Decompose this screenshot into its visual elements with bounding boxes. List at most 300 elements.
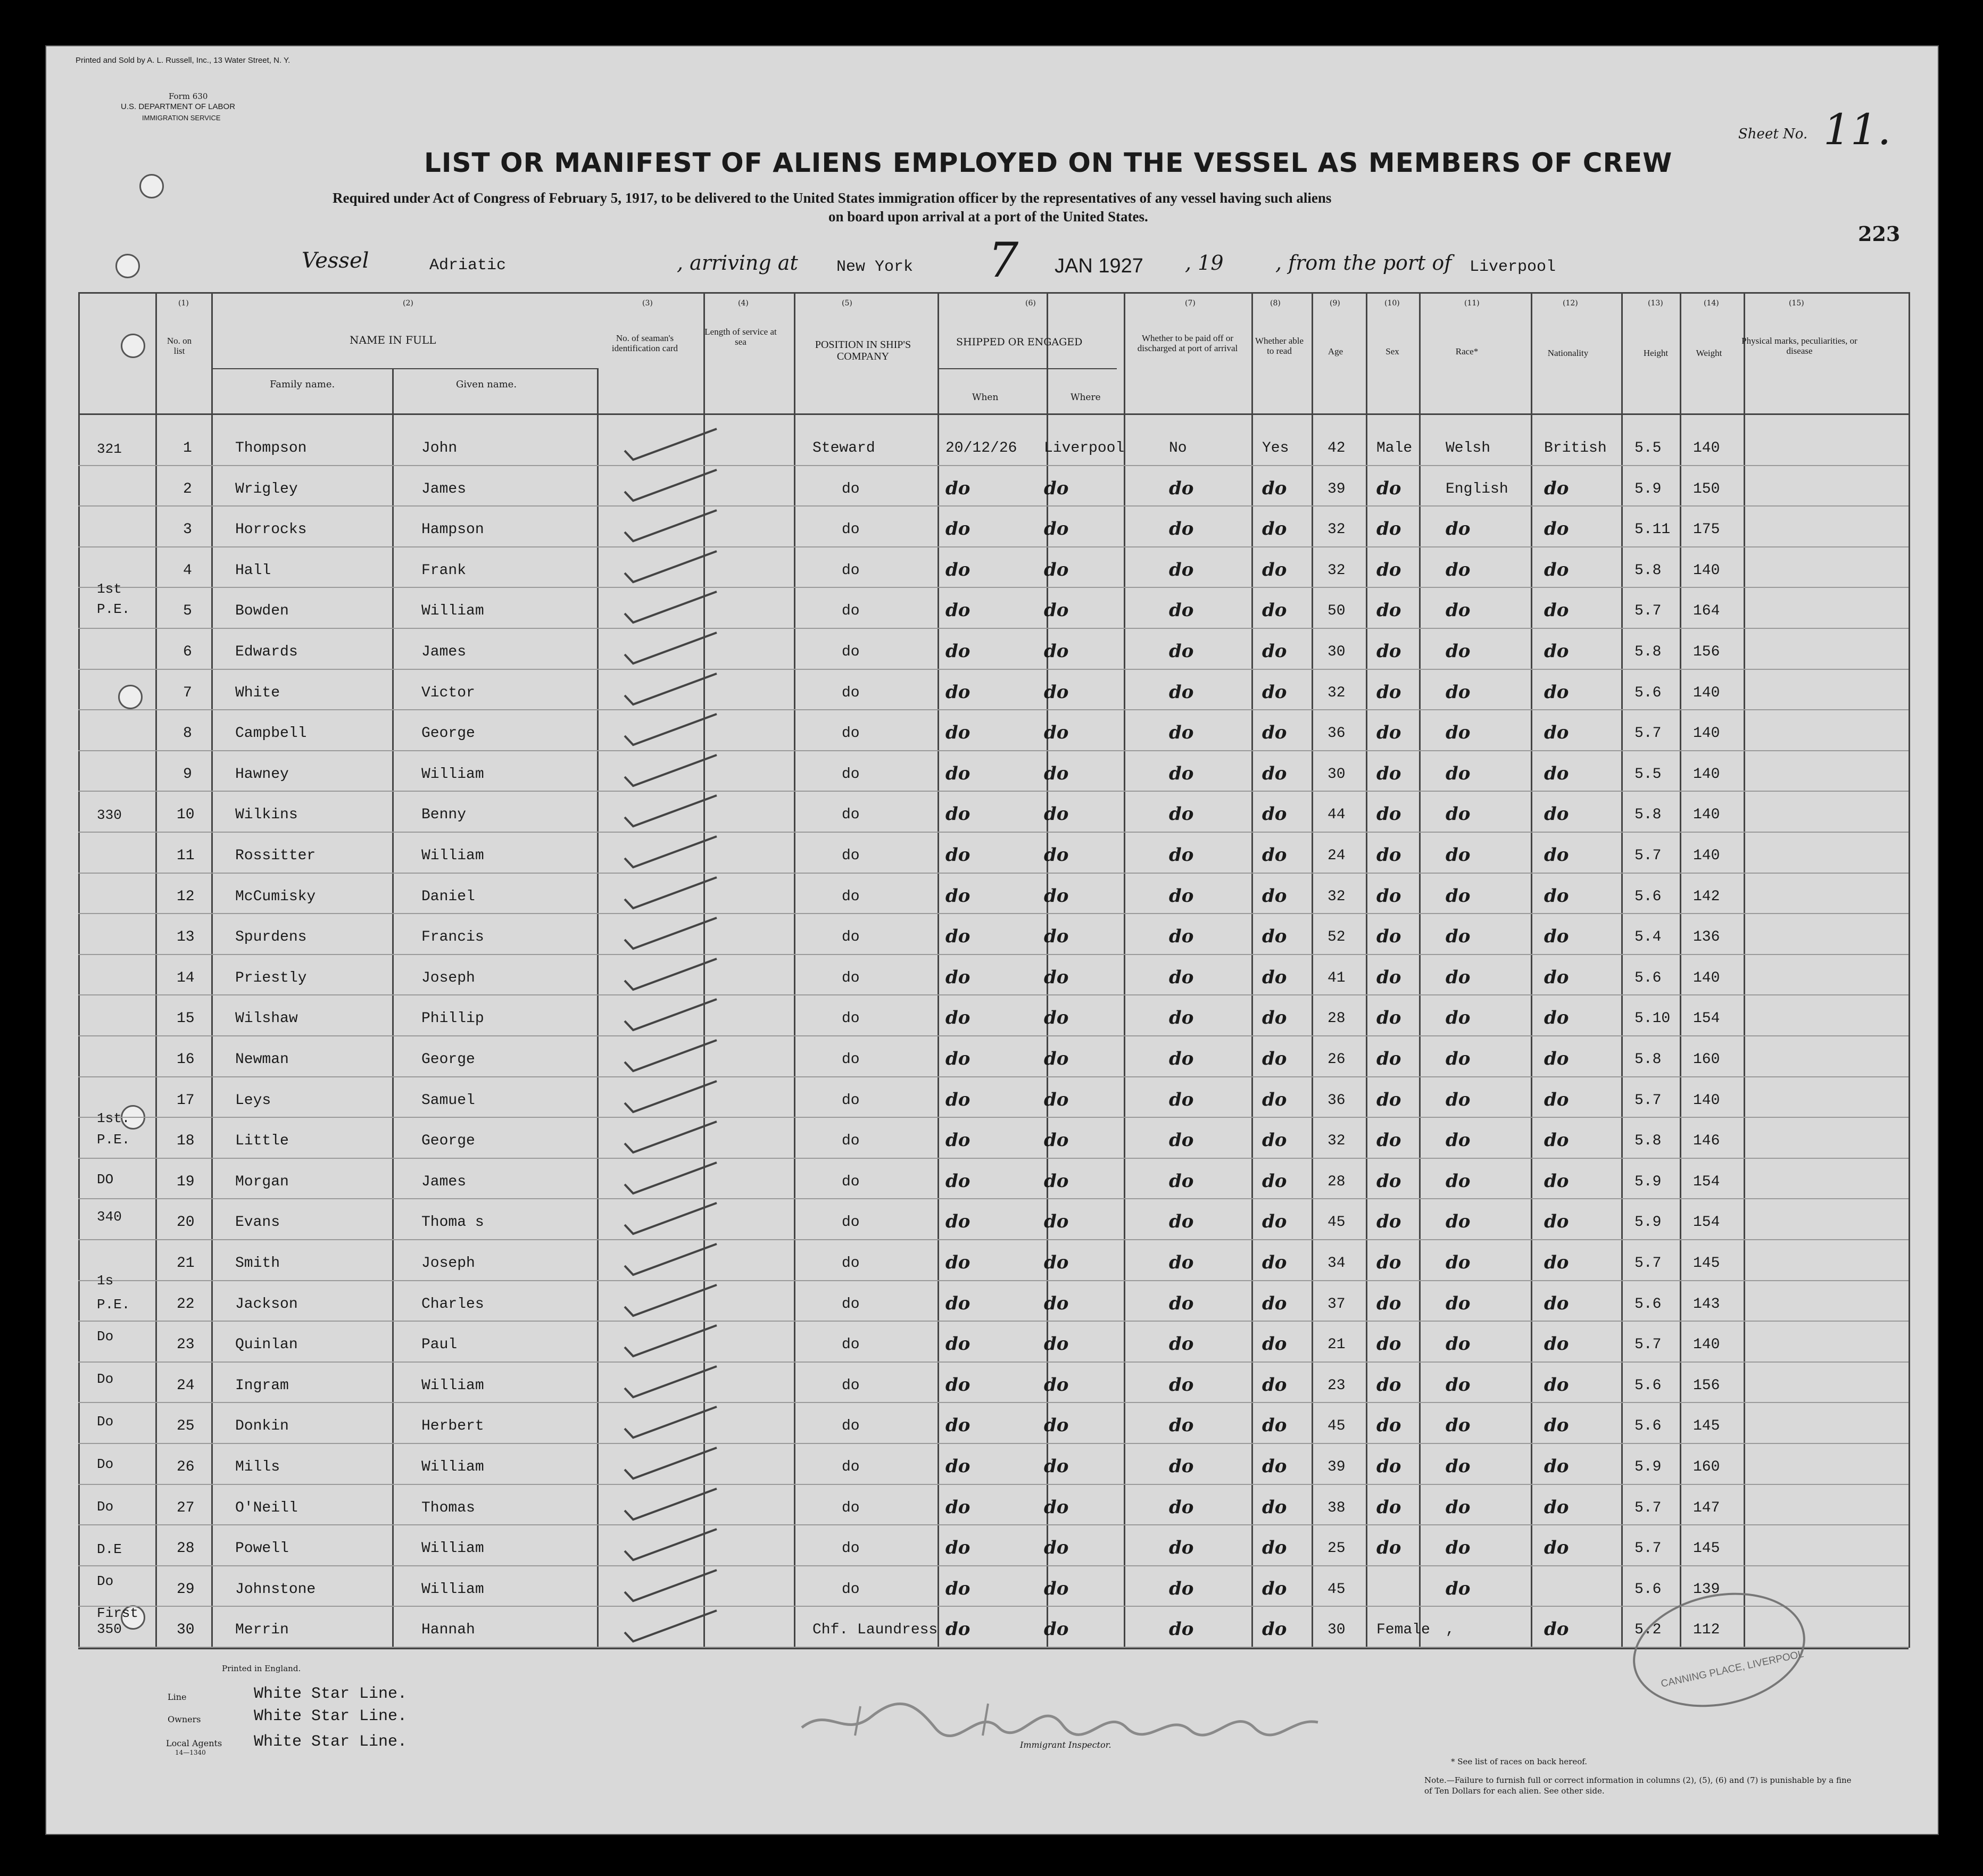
col5-header: POSITION IN SHIP'S COMPANY — [815, 339, 911, 362]
cell-sex: do — [1376, 1537, 1401, 1558]
cell-no: 19 — [177, 1174, 195, 1190]
cell-family: Merrin — [235, 1622, 289, 1638]
sheet-number: 11. — [1823, 105, 1891, 154]
col13-number: (13) — [1648, 299, 1663, 308]
cell-weight: 140 — [1693, 1092, 1720, 1109]
cell-when: do — [945, 1007, 970, 1028]
cell-sex: do — [1376, 1171, 1401, 1192]
cell-height: 5.4 — [1634, 929, 1662, 945]
cell-race: do — [1446, 1333, 1471, 1355]
cell-race: do — [1446, 1089, 1471, 1110]
cell-where: do — [1044, 1048, 1069, 1069]
cell-height: 5.7 — [1634, 725, 1662, 742]
cell-weight: 154 — [1693, 1214, 1720, 1231]
col7-header: Whether to be paid off or discharged at port of arrival — [1137, 333, 1238, 353]
cell-given: William — [421, 1581, 484, 1598]
cell-height: 5.8 — [1634, 644, 1662, 660]
cell-no: 7 — [183, 685, 192, 701]
cell-position: do — [842, 1174, 860, 1190]
check-mark — [624, 712, 719, 749]
cell-race: do — [1446, 518, 1471, 539]
col4-number: (4) — [738, 299, 749, 308]
cell-paid: do — [1169, 1130, 1194, 1151]
cell-nationality: do — [1544, 1007, 1569, 1028]
cell-paid: do — [1169, 1293, 1194, 1314]
cell-read: Yes — [1262, 440, 1289, 456]
subtitle-2: on board upon arrival at a port of the United States. — [828, 209, 1148, 225]
shipped-subheader-rule — [937, 368, 1117, 369]
cell-read: do — [1262, 803, 1287, 825]
col2-number: (2) — [403, 299, 413, 308]
column-rule — [1680, 292, 1681, 1648]
cell-paid: do — [1169, 1171, 1194, 1192]
cell-height: 5.6 — [1634, 1296, 1662, 1313]
cell-when: do — [945, 1618, 970, 1640]
cell-given: Paul — [421, 1337, 458, 1353]
row-rule — [78, 913, 1909, 914]
cell-nationality: do — [1544, 1618, 1569, 1640]
column-rule — [1419, 292, 1421, 1648]
cell-nationality: do — [1544, 1537, 1569, 1558]
cell-given: William — [421, 848, 484, 864]
cell-family: Mills — [235, 1459, 280, 1475]
col15-number: (15) — [1789, 299, 1804, 308]
cell-position: do — [842, 521, 860, 538]
margin-note: Do — [97, 1329, 114, 1344]
cell-age: 28 — [1327, 1010, 1346, 1027]
cell-weight: 164 — [1693, 603, 1720, 619]
cell-weight: 140 — [1693, 970, 1720, 986]
margin-note: Do — [97, 1371, 114, 1387]
cell-age: 44 — [1327, 807, 1346, 823]
margin-note: Do — [97, 1499, 114, 1515]
cell-no: 13 — [177, 929, 195, 945]
check-mark — [624, 427, 719, 464]
cell-weight: 154 — [1693, 1010, 1720, 1027]
col3-header: No. of seaman's identification card — [611, 333, 678, 353]
cell-when: do — [945, 763, 970, 784]
margin-note: DO — [97, 1172, 114, 1188]
cell-height: 5.8 — [1634, 1051, 1662, 1068]
margin-note: 330 — [97, 807, 122, 823]
cell-family: Morgan — [235, 1174, 289, 1190]
cell-where: do — [1044, 641, 1069, 662]
cell-position: do — [842, 1581, 860, 1598]
col6-number: (6) — [1025, 299, 1036, 308]
cell-where: do — [1044, 1618, 1069, 1640]
cell-family: Horrocks — [235, 521, 307, 538]
cell-read: do — [1262, 1089, 1287, 1110]
cell-family: Wilshaw — [235, 1010, 298, 1027]
margin-note: P.E. — [97, 601, 130, 617]
cell-age: 21 — [1327, 1337, 1346, 1353]
margin-note: Do — [97, 1414, 114, 1430]
cell-paid: do — [1169, 926, 1194, 947]
cell-race: do — [1446, 559, 1471, 580]
cell-height: 5.10 — [1634, 1010, 1671, 1027]
cell-no: 12 — [177, 889, 195, 905]
inspector-label: Immigrant Inspector. — [1020, 1740, 1111, 1750]
cell-when: do — [945, 478, 970, 499]
col11-header: Race* — [1455, 346, 1479, 356]
cell-where: do — [1044, 1578, 1069, 1599]
cell-weight: 147 — [1693, 1500, 1720, 1516]
check-mark — [624, 1283, 719, 1320]
cell-weight: 150 — [1693, 481, 1720, 497]
cell-age: 26 — [1327, 1051, 1346, 1068]
col14-number: (14) — [1704, 299, 1719, 308]
cell-race: do — [1446, 1537, 1471, 1558]
cell-position: do — [842, 1337, 860, 1353]
row-rule — [78, 1606, 1909, 1607]
cell-given: William — [421, 1540, 484, 1557]
cell-family: Campbell — [235, 725, 307, 742]
col1-header: No. on list — [167, 336, 192, 356]
cell-read: do — [1262, 1252, 1287, 1273]
row-rule — [78, 1198, 1909, 1199]
cell-paid: do — [1169, 722, 1194, 743]
line-label: Line — [168, 1692, 187, 1702]
cell-family: McCumisky — [235, 889, 316, 905]
cell-age: 52 — [1327, 929, 1346, 945]
column-rule — [1124, 292, 1125, 1648]
cell-when: do — [945, 641, 970, 662]
cell-no: 18 — [177, 1133, 195, 1149]
cell-given: Herbert — [421, 1418, 484, 1434]
margin-note: 1st. — [97, 1110, 130, 1126]
cell-when: do — [945, 926, 970, 947]
cell-position: do — [842, 1010, 860, 1027]
cell-given: Charles — [421, 1296, 484, 1313]
check-mark — [624, 997, 719, 1034]
margin-note: 1s — [97, 1273, 114, 1289]
cell-no: 29 — [177, 1581, 195, 1598]
cell-read: do — [1262, 844, 1287, 866]
cell-weight: 146 — [1693, 1133, 1720, 1149]
column-rule — [78, 292, 80, 1648]
cell-paid: do — [1169, 1456, 1194, 1477]
printer-line: Printed and Sold by A. L. Russell, Inc., 13 Water Street, N. Y. — [76, 56, 291, 65]
cell-family: White — [235, 685, 280, 701]
check-mark — [624, 1446, 719, 1483]
check-mark — [624, 1201, 719, 1238]
cell-given: Francis — [421, 929, 484, 945]
row-rule — [78, 1443, 1909, 1444]
cell-no: 16 — [177, 1051, 195, 1068]
cell-read: do — [1262, 478, 1287, 499]
cell-no: 6 — [183, 644, 192, 660]
cell-race: do — [1446, 641, 1471, 662]
cell-read: do — [1262, 926, 1287, 947]
cell-position: do — [842, 1500, 860, 1516]
cell-paid: do — [1169, 1497, 1194, 1518]
cell-when: do — [945, 1293, 970, 1314]
col8-header: Whether able to read — [1255, 336, 1304, 356]
cell-given: James — [421, 481, 467, 497]
check-mark — [624, 671, 719, 709]
cell-paid: do — [1169, 1618, 1194, 1640]
cell-when: 20/12/26 — [945, 440, 1017, 456]
cell-position: do — [842, 1418, 860, 1434]
row-rule — [78, 1647, 1909, 1648]
cell-where: do — [1044, 926, 1069, 947]
cell-race: do — [1446, 1497, 1471, 1518]
cell-read: do — [1262, 763, 1287, 784]
cell-height: 5.9 — [1634, 481, 1662, 497]
cell-read: do — [1262, 1333, 1287, 1355]
cell-when: do — [945, 1415, 970, 1436]
check-mark — [624, 1405, 719, 1442]
cell-position: do — [842, 1540, 860, 1557]
row-rule — [78, 994, 1909, 995]
cell-read: do — [1262, 559, 1287, 580]
cell-position: do — [842, 1255, 860, 1272]
cell-given: George — [421, 1133, 475, 1149]
binder-hole — [118, 685, 143, 709]
cell-sex: Male — [1376, 440, 1413, 456]
margin-note: 321 — [97, 441, 122, 457]
cell-where: do — [1044, 1293, 1069, 1314]
cell-where: do — [1044, 1171, 1069, 1192]
cell-age: 32 — [1327, 889, 1346, 905]
margin-note: P.E. — [97, 1297, 130, 1313]
row-rule — [78, 709, 1909, 710]
binder-hole — [139, 174, 164, 198]
inspector-signature — [796, 1685, 1329, 1749]
row-rule — [78, 465, 1909, 466]
cell-where: Liverpool — [1044, 440, 1125, 456]
check-mark — [624, 1038, 719, 1075]
cell-where: do — [1044, 803, 1069, 825]
cell-when: do — [945, 1048, 970, 1069]
cell-sex: do — [1376, 559, 1401, 580]
cell-position: do — [842, 970, 860, 986]
cell-where: do — [1044, 885, 1069, 907]
column-rule — [794, 292, 795, 1648]
cell-where: do — [1044, 1415, 1069, 1436]
cell-weight: 156 — [1693, 1377, 1720, 1394]
cell-age: 32 — [1327, 685, 1346, 701]
cell-age: 32 — [1327, 1133, 1346, 1149]
cell-weight: 140 — [1693, 807, 1720, 823]
cell-race: do — [1446, 1415, 1471, 1436]
cell-age: 37 — [1327, 1296, 1346, 1313]
date-suffix: , 19 — [1185, 251, 1224, 275]
cell-nationality: do — [1544, 518, 1569, 539]
cell-when: do — [945, 885, 970, 907]
cell-given: Samuel — [421, 1092, 475, 1109]
col5-number: (5) — [842, 299, 852, 308]
cell-where: do — [1044, 600, 1069, 621]
row-rule — [78, 873, 1909, 874]
cell-read: do — [1262, 1415, 1287, 1436]
margin-note: 1st — [97, 581, 122, 597]
cell-no: 4 — [183, 562, 192, 579]
cell-position: do — [842, 1377, 860, 1394]
row-rule — [78, 954, 1909, 955]
cell-position: do — [842, 603, 860, 619]
cell-nationality: do — [1544, 763, 1569, 784]
cell-family: Leys — [235, 1092, 271, 1109]
cell-given: Joseph — [421, 970, 475, 986]
cell-family: Edwards — [235, 644, 298, 660]
cell-age: 30 — [1327, 644, 1346, 660]
cell-nationality: do — [1544, 1089, 1569, 1110]
col7-number: (7) — [1185, 299, 1196, 308]
check-mark — [624, 630, 719, 668]
cell-family: Hall — [235, 562, 271, 579]
cell-weight: 140 — [1693, 725, 1720, 742]
cell-race: do — [1446, 803, 1471, 825]
cell-position: do — [842, 725, 860, 742]
arriving-label: , arriving at — [677, 251, 798, 275]
cell-where: do — [1044, 1211, 1069, 1232]
binder-hole — [121, 334, 145, 358]
cell-given: Victor — [421, 685, 475, 701]
cell-when: do — [945, 844, 970, 866]
cell-height: 5.9 — [1634, 1459, 1662, 1475]
check-mark — [624, 1364, 719, 1401]
cell-no: 3 — [183, 521, 192, 538]
cell-paid: do — [1169, 1578, 1194, 1599]
check-mark — [624, 1119, 719, 1157]
cell-when: do — [945, 1089, 970, 1110]
cell-family: Johnstone — [235, 1581, 316, 1598]
cell-family: Spurdens — [235, 929, 307, 945]
row-rule — [78, 1565, 1909, 1566]
cell-nationality: do — [1544, 559, 1569, 580]
cell-when: do — [945, 722, 970, 743]
cell-nationality: do — [1544, 1497, 1569, 1518]
column-rule — [1531, 292, 1532, 1648]
cell-age: 25 — [1327, 1540, 1346, 1557]
check-mark — [624, 834, 719, 871]
cell-sex: do — [1376, 600, 1401, 621]
cell-age: 30 — [1327, 1622, 1346, 1638]
cell-given: James — [421, 644, 467, 660]
owners-label: Owners — [168, 1714, 201, 1724]
family-name-header: Family name. — [270, 379, 335, 390]
vessel-label: Vessel — [302, 248, 369, 273]
page-title: LIST OR MANIFEST OF ALIENS EMPLOYED ON THE VESSEL AS MEMBERS OF CREW — [424, 147, 1673, 178]
cell-weight: 140 — [1693, 440, 1720, 456]
cell-where: do — [1044, 682, 1069, 703]
cell-when: do — [945, 682, 970, 703]
cell-given: Thomas — [421, 1500, 475, 1516]
check-mark — [624, 1323, 719, 1360]
cell-sex: do — [1376, 1007, 1401, 1028]
cell-weight: 140 — [1693, 848, 1720, 864]
cell-given: George — [421, 725, 475, 742]
cell-weight: 160 — [1693, 1459, 1720, 1475]
cell-given: Hannah — [421, 1622, 475, 1638]
col10-number: (10) — [1384, 299, 1400, 308]
binder-hole — [115, 254, 140, 278]
cell-race: English — [1446, 481, 1508, 497]
row-rule — [78, 791, 1909, 792]
cell-weight: 140 — [1693, 562, 1720, 579]
cell-given: George — [421, 1051, 475, 1068]
cell-nationality: do — [1544, 600, 1569, 621]
col1-number: (1) — [178, 299, 189, 308]
cell-where: do — [1044, 1497, 1069, 1518]
row-rule — [78, 628, 1909, 629]
printed-in: Printed in England. — [222, 1664, 301, 1673]
cell-no: 1 — [183, 440, 192, 456]
cell-sex: do — [1376, 1089, 1401, 1110]
cell-paid: do — [1169, 885, 1194, 907]
cell-when: do — [945, 1537, 970, 1558]
cell-age: 36 — [1327, 725, 1346, 742]
margin-note: Do — [97, 1456, 114, 1472]
cell-race: do — [1446, 1252, 1471, 1273]
cell-no: 2 — [183, 481, 192, 497]
row-rule — [78, 546, 1909, 547]
cell-sex: do — [1376, 1374, 1401, 1396]
col4-header: Length of service at sea — [704, 327, 777, 347]
column-rule — [1909, 292, 1910, 1648]
cell-nationality: do — [1544, 1252, 1569, 1273]
penalty-note: Note.—Failure to furnish full or correct information in columns (2), (5), (6) and (7) is punishable by a fine of Ten Dollars for each alien. See other side. — [1424, 1775, 1852, 1796]
cell-sex: do — [1376, 722, 1401, 743]
cell-race: do — [1446, 1293, 1471, 1314]
column-rule — [1744, 292, 1745, 1648]
cell-position: do — [842, 848, 860, 864]
cell-sex: do — [1376, 926, 1401, 947]
col11-number: (11) — [1464, 299, 1480, 308]
cell-paid: do — [1169, 1089, 1194, 1110]
cell-height: 5.6 — [1634, 685, 1662, 701]
header-bottom-border — [78, 413, 1909, 415]
cell-nationality: do — [1544, 722, 1569, 743]
cell-height: 5.7 — [1634, 1540, 1662, 1557]
cell-sex: do — [1376, 478, 1401, 499]
cell-weight: 140 — [1693, 1337, 1720, 1353]
margin-note: 340 — [97, 1209, 122, 1225]
cell-no: 23 — [177, 1337, 195, 1353]
row-rule — [78, 1280, 1909, 1281]
cell-race: do — [1446, 1007, 1471, 1028]
check-mark — [624, 549, 719, 586]
form-number: Form 630 — [169, 92, 208, 101]
cell-read: do — [1262, 1171, 1287, 1192]
cell-weight: 143 — [1693, 1296, 1720, 1313]
margin-note: Do — [97, 1573, 114, 1589]
cell-paid: do — [1169, 600, 1194, 621]
column-rule — [1621, 292, 1623, 1648]
cell-read: do — [1262, 1578, 1287, 1599]
cell-weight: 136 — [1693, 929, 1720, 945]
cell-nationality: do — [1544, 844, 1569, 866]
cell-paid: do — [1169, 1211, 1194, 1232]
cell-when: do — [945, 1456, 970, 1477]
cell-nationality: do — [1544, 478, 1569, 499]
service: IMMIGRATION SERVICE — [142, 114, 221, 122]
cell-position: do — [842, 562, 860, 579]
cell-family: Donkin — [235, 1418, 289, 1434]
check-mark — [624, 916, 719, 953]
cell-read: do — [1262, 641, 1287, 662]
cell-sex: do — [1376, 1333, 1401, 1355]
cell-nationality: do — [1544, 803, 1569, 825]
race-note: * See list of races on back hereof. — [1451, 1757, 1588, 1766]
margin-note: 350 — [97, 1621, 122, 1637]
agents-label: Local Agents — [166, 1738, 222, 1748]
agents-code: 14—1340 — [175, 1749, 206, 1756]
cell-weight: 145 — [1693, 1540, 1720, 1557]
cell-position: do — [842, 1051, 860, 1068]
cell-when: do — [945, 803, 970, 825]
